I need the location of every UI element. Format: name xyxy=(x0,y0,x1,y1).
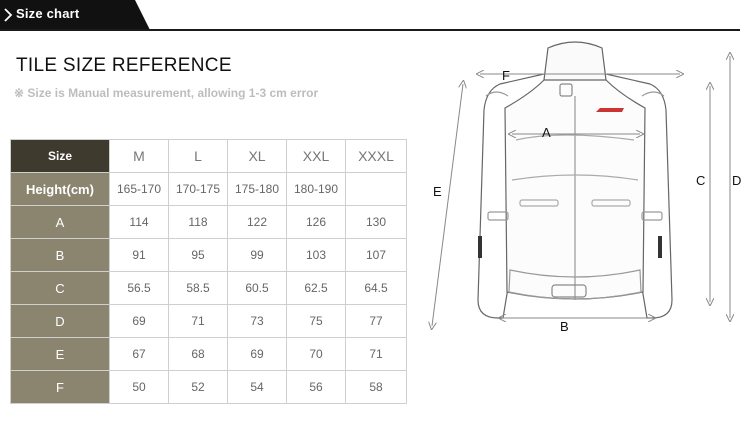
table-cell: 130 xyxy=(346,206,407,239)
jacket-measurement-diagram xyxy=(420,30,750,443)
header-title: Size chart xyxy=(16,6,80,21)
label-f: F xyxy=(502,68,510,83)
table-row xyxy=(11,173,407,206)
measure-e-arrow xyxy=(432,84,463,326)
row-label: Height(cm) xyxy=(11,173,110,206)
table-cell: 68 xyxy=(169,338,228,371)
table-cell: 56.5 xyxy=(110,272,169,305)
label-b: B xyxy=(560,319,569,334)
size-header-cell: XXL xyxy=(287,140,346,173)
table-cell: 50 xyxy=(110,371,169,404)
table-cell: 165-170 xyxy=(110,173,169,206)
table-cell xyxy=(346,173,407,206)
table-cell: 170-175 xyxy=(169,173,228,206)
table-cell: 103 xyxy=(287,239,346,272)
table-cell: 77 xyxy=(346,305,407,338)
table-cell: 60.5 xyxy=(228,272,287,305)
row-label: B xyxy=(11,239,110,272)
jacket-outline xyxy=(478,42,672,318)
label-d: D xyxy=(732,173,742,188)
table-cell: 175-180 xyxy=(228,173,287,206)
size-corner-label: Size xyxy=(11,140,110,173)
size-header-cell: XL xyxy=(228,140,287,173)
row-label: C xyxy=(11,272,110,305)
table-cell: 64.5 xyxy=(346,272,407,305)
table-cell: 56 xyxy=(287,371,346,404)
table-cell: 99 xyxy=(228,239,287,272)
table-cell: 118 xyxy=(169,206,228,239)
label-e: E xyxy=(433,184,442,199)
table-row xyxy=(11,272,407,305)
table-cell: 58 xyxy=(346,371,407,404)
table-cell: 71 xyxy=(169,305,228,338)
row-label: A xyxy=(11,206,110,239)
table-cell: 67 xyxy=(110,338,169,371)
reference-title: TILE SIZE REFERENCE xyxy=(16,55,232,76)
table-cell: 62.5 xyxy=(287,272,346,305)
row-label: E xyxy=(11,338,110,371)
size-header-row xyxy=(11,140,407,173)
size-header-cell: M xyxy=(110,140,169,173)
table-row xyxy=(11,305,407,338)
table-cell: 69 xyxy=(228,338,287,371)
table-cell: 122 xyxy=(228,206,287,239)
label-c: C xyxy=(696,173,706,188)
table-cell: 54 xyxy=(228,371,287,404)
size-header-cell: XXXL xyxy=(346,140,407,173)
table-cell: 75 xyxy=(287,305,346,338)
table-row xyxy=(11,338,407,371)
table-cell: 69 xyxy=(110,305,169,338)
size-header-cell: L xyxy=(169,140,228,173)
table-cell: 107 xyxy=(346,239,407,272)
table-cell: 73 xyxy=(228,305,287,338)
row-label: F xyxy=(11,371,110,404)
table-cell: 91 xyxy=(110,239,169,272)
table-row xyxy=(11,239,407,272)
table-cell: 114 xyxy=(110,206,169,239)
table-cell: 126 xyxy=(287,206,346,239)
table-cell: 70 xyxy=(287,338,346,371)
table-cell: 58.5 xyxy=(169,272,228,305)
table-cell: 180-190 xyxy=(287,173,346,206)
table-row xyxy=(11,206,407,239)
table-cell: 52 xyxy=(169,371,228,404)
table-row xyxy=(11,371,407,404)
size-table xyxy=(10,139,407,404)
table-cell: 71 xyxy=(346,338,407,371)
label-a: A xyxy=(542,125,551,140)
table-cell: 95 xyxy=(169,239,228,272)
row-label: D xyxy=(11,305,110,338)
measurement-note: ※ Size is Manual measurement, allowing 1-3 cm error xyxy=(14,86,319,100)
